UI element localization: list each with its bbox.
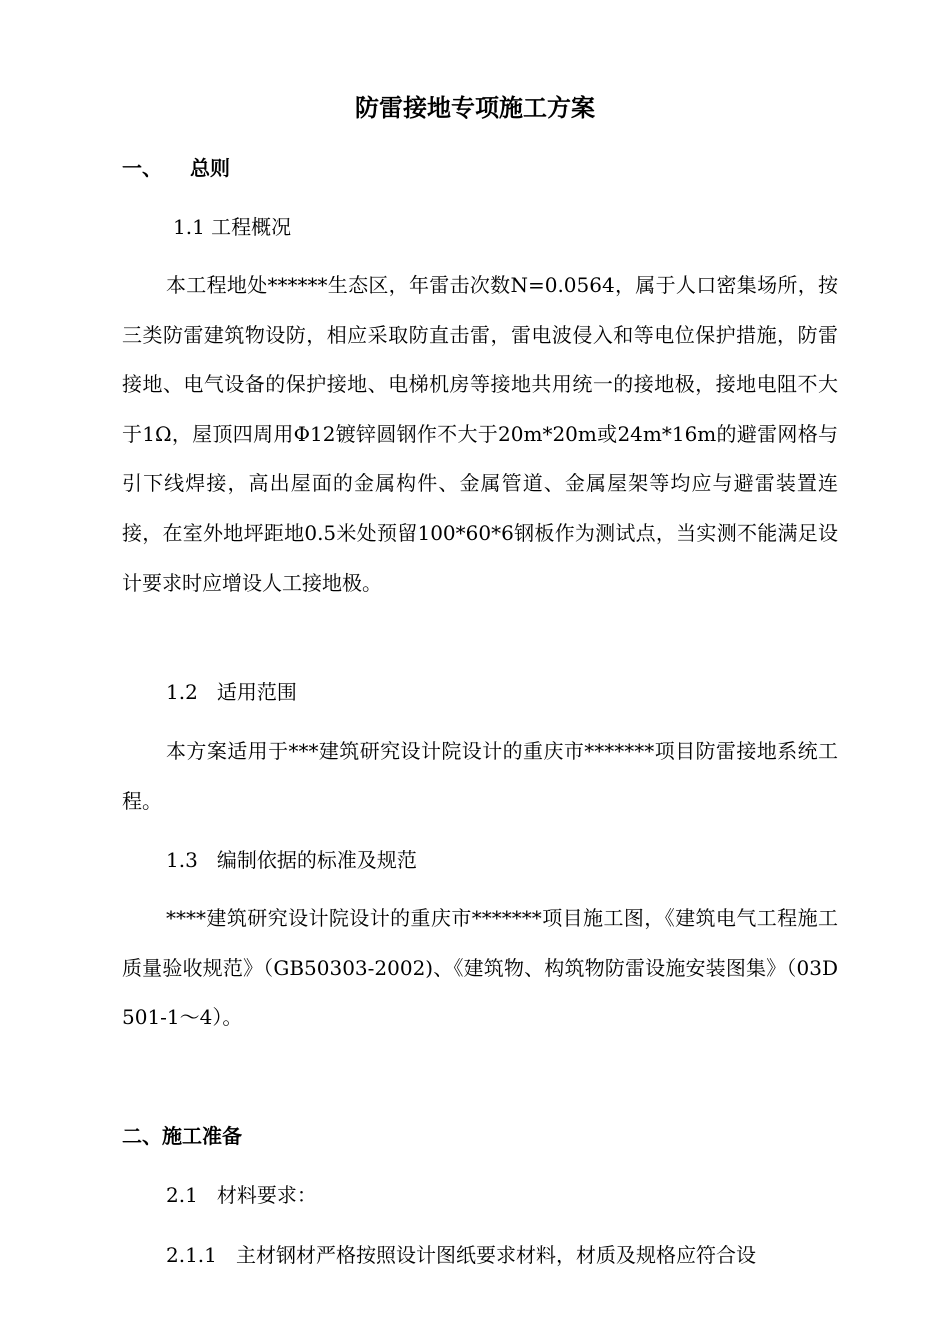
section-1-title: 总则 [190,156,230,180]
subsection-1-2-number: 1.2 [166,680,198,704]
subsection-2-1-title: 材料要求： [216,1183,317,1207]
subsection-1-1-heading [173,212,291,242]
subsection-1-2-body: 本方案适用于***建筑研究设计院设计的重庆市*******项目防雷接地系统工程。 [122,739,838,813]
item-2-1-1-text: 主材钢材严格按照设计图纸要求材料，材质及规格应符合设 [235,1243,756,1267]
document-title: 防雷接地专项施工方案 [355,93,595,122]
subsection-1-1-body: 本工程地处******生态区，年雷击次数N=0.0564，属于人口密集场所，按三类防雷建筑物设防，相应采取防直击雷，雷电波侵入和等电位保护措施，防雷接地、电气设备的保护接地、电梯机房等接地共用统一的接地极，接地电阻不大于1Ω，屋顶四周用Φ12镀锌圆钢作不大于20m*20m或24m*16m的避雷网格与引下线焊接，高出屋面的金属构件、金属管道、金属屋架等均应与避雷装置连接，在室外地坪距地0.5米处预留100*60*6钢板作为测试点，当实测不能满足设计要求时应增设人工接地极。 [122,273,838,595]
subsection-1-3-number: 1.3 [166,848,198,872]
subsection-2-1-number: 2.1 [166,1183,198,1207]
subsection-1-2-heading [166,677,297,707]
section-1-heading [122,153,230,183]
subsection-1-3-title: 编制依据的标准及规范 [216,848,417,872]
subsection-1-1-title: 工程概况 [211,215,292,239]
section-1-number: 一、 [122,156,162,180]
subsection-1-1-number: 1.1 [173,215,205,239]
item-2-1-1 [166,1240,756,1270]
item-2-1-1-number: 2.1.1 [166,1243,217,1267]
subsection-1-3-heading [166,845,417,875]
subsection-1-3-body: ****建筑研究设计院设计的重庆市*******项目施工图，《建筑电气工程施工质量验收规范》（GB50303-2002)、《建筑物、构筑物防雷设施安装图集》（03D501-1～4）。 [122,906,838,1030]
section-2-heading: 二、施工准备 [122,1124,242,1148]
subsection-2-1-heading [166,1180,317,1210]
subsection-1-2-title: 适用范围 [216,680,297,704]
